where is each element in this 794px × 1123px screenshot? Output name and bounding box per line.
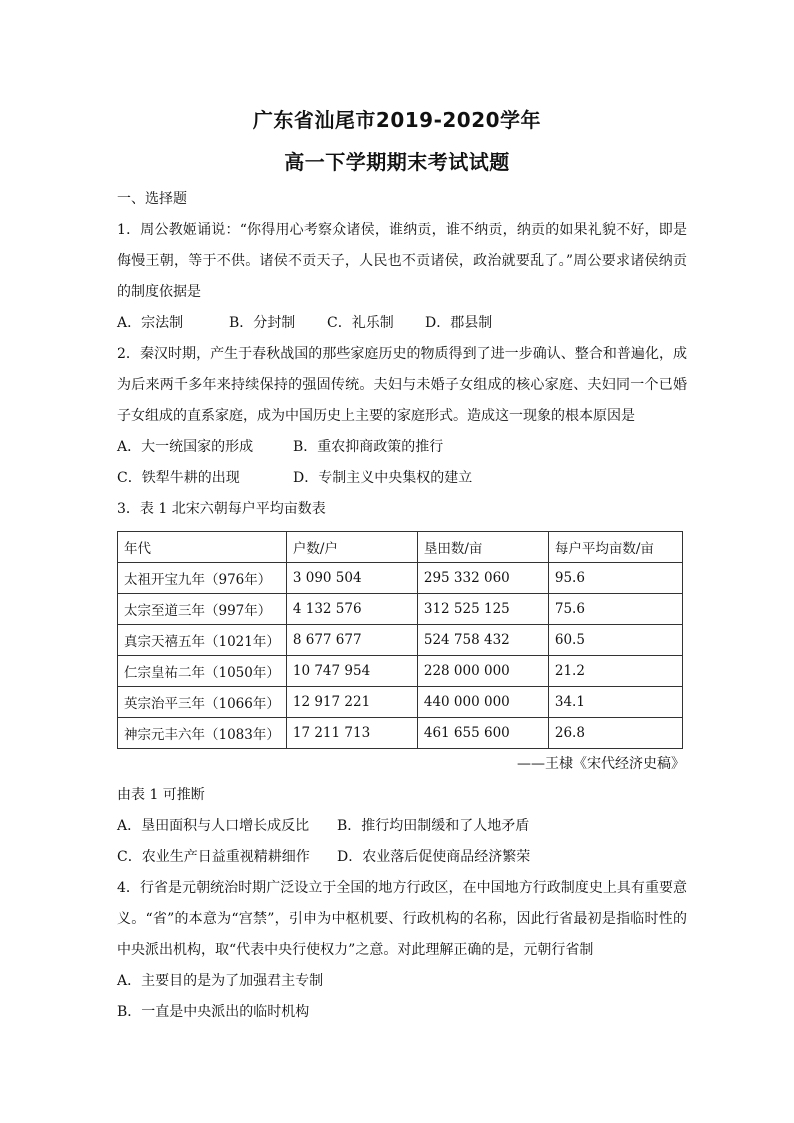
table-row: [118, 687, 683, 718]
table-cell: 295 332 060: [417, 563, 548, 594]
table-cell: 4 132 576: [286, 594, 417, 625]
question-3-caption: 3．表 1 北宋六朝每户平均亩数表: [117, 501, 326, 517]
exam-content: [117, 184, 687, 1028]
q2-option-c: C．铁犁牛耕的出现: [117, 470, 240, 486]
question-3-stem: 由表 1 可推断: [117, 787, 205, 803]
table-cell: 英宗治平三年（1066年）: [118, 687, 287, 718]
q3-option-b: B．推行均田制缓和了人地矛盾: [337, 818, 530, 834]
q2-option-d: D．专制主义中央集权的建立: [293, 470, 473, 486]
question-2-text: 2．秦汉时期，产生于春秋战国的那些家庭历史的物质得到了进一步确认、整合和普遍化，成为后来两千多年来持续保持的强固传统。夫妇与未婚子女组成的核心家庭、夫妇同一个已婚子女组成的直系家庭，成为中国历史上主要的家庭形式。造成这一现象的根本原因是: [117, 346, 687, 424]
q1-option-d: D．郡县制: [425, 315, 493, 331]
table-row: [118, 718, 683, 749]
q3-option-a: A．垦田面积与人口增长成反比: [117, 818, 310, 834]
question-4-text: 4．行省是元朝统治时期广泛设立于全国的地方行政区，在中国地方行政制度史上具有重要意义。“省”的本意为“宫禁”，引申为中枢机要、行政机构的名称，因此行省最初是指临时性的中央派出机构，取“代表中央行使权力”之意。对此理解正确的是，元朝行省制: [117, 880, 687, 958]
table-row: [118, 656, 683, 687]
household-acreage-table: [117, 531, 683, 749]
table-row: [118, 625, 683, 656]
q1-option-b: B．分封制: [229, 315, 296, 331]
table-row: [118, 563, 683, 594]
table-cell: 10 747 954: [286, 656, 417, 687]
table-header-cell: 垦田数/亩: [417, 532, 548, 563]
table-header-cell: 年代: [118, 532, 287, 563]
table-cell: 太祖开宝九年（976年）: [118, 563, 287, 594]
section-heading: 一、选择题: [117, 191, 187, 207]
table-cell: 12 917 221: [286, 687, 417, 718]
table-cell: 17 211 713: [286, 718, 417, 749]
table-cell: 神宗元丰六年（1083年）: [118, 718, 287, 749]
table-source-citation: ——王棣《宋代经济史稿》: [517, 756, 685, 772]
table-cell: 60.5: [548, 625, 682, 656]
table-cell: 3 090 504: [286, 563, 417, 594]
question-2-options-row2: [117, 463, 687, 494]
table-cell: 太宗至道三年（997年）: [118, 594, 287, 625]
table-cell: 524 758 432: [417, 625, 548, 656]
q4-option-a: A．主要目的是为了加强君主专制: [117, 973, 324, 989]
question-3-options-row1: [117, 811, 687, 842]
table-header-row: [118, 532, 683, 563]
question-1-options: [117, 308, 687, 339]
table-cell: 34.1: [548, 687, 682, 718]
table-cell: 440 000 000: [417, 687, 548, 718]
q3-option-d: D．农业落后促使商品经济繁荣: [337, 849, 531, 865]
table-cell: 仁宗皇祐二年（1050年）: [118, 656, 287, 687]
question-3-options-row2: [117, 842, 687, 873]
q2-option-a: A．大一统国家的形成: [117, 439, 254, 455]
table-cell: 312 525 125: [417, 594, 548, 625]
table-cell: 26.8: [548, 718, 682, 749]
table-cell: 461 655 600: [417, 718, 548, 749]
table-cell: 21.2: [548, 656, 682, 687]
table-cell: 8 677 677: [286, 625, 417, 656]
table-cell: 真宗天禧五年（1021年）: [118, 625, 287, 656]
table-row: [118, 594, 683, 625]
table-cell: 75.6: [548, 594, 682, 625]
q3-option-c: C．农业生产日益重视精耕细作: [117, 849, 310, 865]
q2-option-b: B．重农抑商政策的推行: [293, 439, 444, 455]
q1-option-c: C．礼乐制: [327, 315, 394, 331]
table-cell: 228 000 000: [417, 656, 548, 687]
exam-title-line1: 广东省汕尾市2019-2020学年: [252, 108, 542, 132]
exam-title-line2: 高一下学期期末考试试题: [284, 150, 510, 174]
table-header-cell: 每户平均亩数/亩: [548, 532, 682, 563]
q4-option-b: B．一直是中央派出的临时机构: [117, 1004, 310, 1020]
q1-option-a: A．宗法制: [117, 315, 184, 331]
question-1-text: 1．周公教姬诵说：“你得用心考察众诸侯，谁纳贡，谁不纳贡，纳贡的如果礼貌不好，即是侮慢王朝，等于不供。诸侯不贡天子，人民也不贡诸侯，政治就要乱了。”周公要求诸侯纳贡的制度依据是: [117, 222, 687, 300]
table-cell: 95.6: [548, 563, 682, 594]
table-header-cell: 户数/户: [286, 532, 417, 563]
question-2-options-row1: [117, 432, 687, 463]
